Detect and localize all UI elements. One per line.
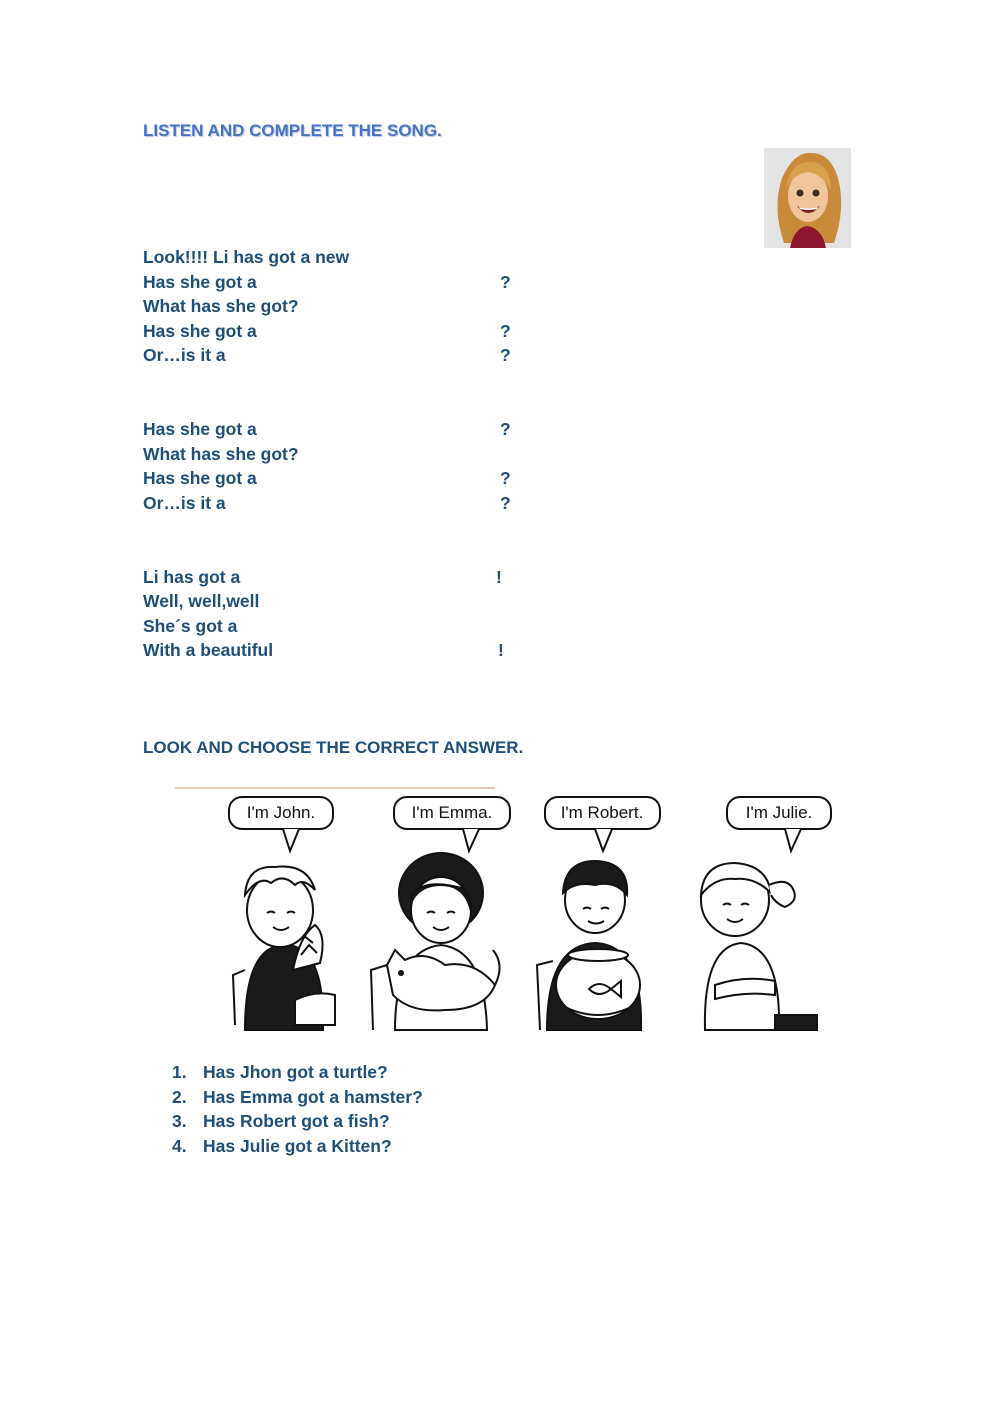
lyric-line: With a beautiful xyxy=(143,640,274,660)
list-item: 3. Has Robert got a fish? xyxy=(172,1111,390,1132)
boy-john xyxy=(233,866,335,1030)
lyric-line: What has she got? xyxy=(143,444,299,464)
lyric-line: Has she got a xyxy=(143,272,257,292)
exclamation-mark: ! xyxy=(498,640,504,660)
list-item: 2. Has Emma got a hamster? xyxy=(172,1086,423,1107)
lyric-line: Or…is it a xyxy=(143,345,226,365)
song-heading: LISTEN AND COMPLETE THE SONG. xyxy=(143,121,442,140)
list-item: 1. Has Jhon got a turtle? xyxy=(172,1062,388,1082)
question-mark: ? xyxy=(500,419,511,439)
speech-robert: I'm Robert. xyxy=(560,803,644,822)
speech-john: I'm John. xyxy=(246,803,316,822)
lyric-line: What has she got? xyxy=(143,296,299,316)
fishbowl-icon xyxy=(556,949,640,1019)
lyric-line: Li has got a xyxy=(143,567,241,587)
question-mark: ? xyxy=(500,345,511,365)
list-item: 4. Has Julie got a Kitten? xyxy=(172,1135,392,1156)
lyric-line: Well, well,well xyxy=(143,591,260,611)
question-mark: ? xyxy=(500,272,511,292)
lyric-line: Has she got a xyxy=(143,419,257,439)
question-mark: ? xyxy=(500,468,511,488)
boy-robert xyxy=(537,861,641,1030)
speech-emma: I'm Emma. xyxy=(411,803,493,822)
lyric-line: Look!!!! Li has got a new xyxy=(143,247,350,267)
question-mark: ? xyxy=(500,321,511,341)
question-mark: ? xyxy=(500,493,511,513)
exercise-heading: LOOK AND CHOOSE THE CORRECT ANSWER. xyxy=(143,738,524,757)
speech-julie: I'm Julie. xyxy=(745,803,813,822)
girl-julie xyxy=(701,863,817,1030)
question-list xyxy=(172,1060,423,1158)
girl-emma xyxy=(371,853,500,1030)
lyric-line: Or…is it a xyxy=(143,493,226,513)
children-illustration xyxy=(175,785,840,1035)
teacher-avatar xyxy=(764,148,851,248)
lyric-line: Has she got a xyxy=(143,468,257,488)
exclamation-mark: ! xyxy=(496,567,502,587)
lyric-line: She´s got a xyxy=(143,616,238,636)
lyric-line: Has she got a xyxy=(143,321,257,341)
